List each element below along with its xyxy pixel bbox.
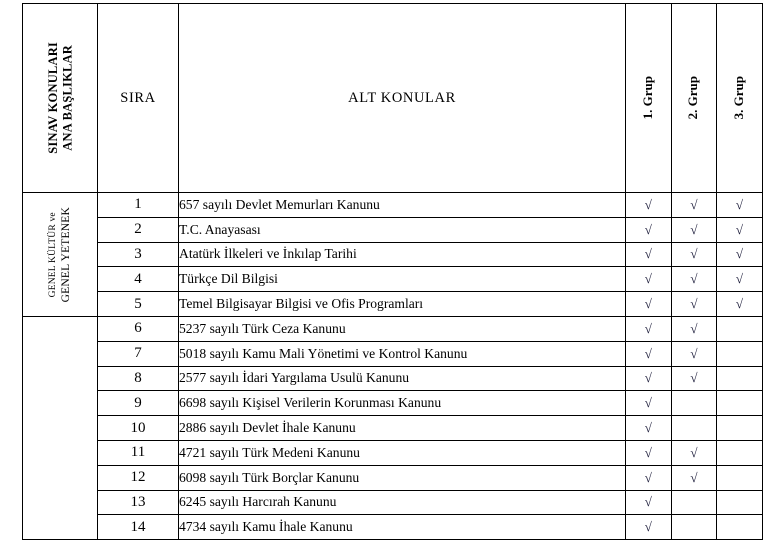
row-konu: 4721 sayılı Türk Medeni Kanunu: [179, 440, 626, 465]
row-group1-check: [626, 440, 672, 465]
row-group1-check: [626, 366, 672, 391]
header-group-3: [717, 4, 763, 193]
check-icon: √: [644, 296, 652, 312]
row-group3-check: [717, 416, 763, 441]
row-group1-check: [626, 193, 672, 218]
row-konu: 2886 sayılı Devlet İhale Kanunu: [179, 416, 626, 441]
row-group2-check: [671, 292, 717, 317]
header-main-heading-line1: SINAV KONULARI: [45, 42, 60, 154]
table-row: [23, 341, 763, 366]
row-group2-check: [671, 366, 717, 391]
check-icon: √: [644, 271, 652, 287]
row-group2-check: [671, 440, 717, 465]
check-icon: √: [690, 444, 698, 460]
row-group2-check: [671, 193, 717, 218]
row-konu: 6245 sayılı Harcırah Kanunu: [179, 490, 626, 515]
row-group3-check: [717, 193, 763, 218]
row-konu: 657 sayılı Devlet Memurları Kanunu: [179, 193, 626, 218]
row-group3-check: [717, 341, 763, 366]
check-icon: √: [644, 246, 652, 262]
header-main-heading-rotated: [23, 4, 97, 192]
table-row: [23, 490, 763, 515]
table-header-row: [23, 4, 763, 193]
table-row: [23, 242, 763, 267]
row-konu: 2577 sayılı İdari Yargılama Usulü Kanunu: [179, 366, 626, 391]
row-konu: Atatürk İlkeleri ve İnkılap Tarihi: [179, 242, 626, 267]
row-group3-check: [717, 316, 763, 341]
row-sira: 2: [98, 217, 179, 242]
check-icon: √: [644, 420, 652, 436]
check-icon: √: [690, 320, 698, 336]
check-icon: √: [735, 271, 744, 287]
table-row: [23, 217, 763, 242]
header-alt-konular: ALT KONULAR: [179, 4, 626, 193]
header-group-1-text: 1. Grup: [639, 76, 655, 120]
check-icon: √: [690, 370, 698, 386]
row-group3-check: [717, 490, 763, 515]
row-group1-check: [626, 217, 672, 242]
row-konu: 6098 sayılı Türk Borçlar Kanunu: [179, 465, 626, 490]
check-icon: √: [644, 395, 652, 411]
check-icon: √: [690, 196, 698, 212]
row-konu: 6698 sayılı Kişisel Verilerin Korunması Kanunu: [179, 391, 626, 416]
header-group-3-rotated: [717, 4, 762, 192]
row-group2-check: [671, 391, 717, 416]
section-label-genel-kultur: [23, 193, 98, 317]
table-row: [23, 292, 763, 317]
section-label-blank: [23, 316, 98, 539]
row-sira: 1: [98, 193, 179, 218]
row-group1-check: [626, 242, 672, 267]
table-row: [23, 366, 763, 391]
header-group-1-rotated: [626, 4, 671, 192]
row-group2-check: [671, 465, 717, 490]
check-icon: √: [644, 320, 652, 336]
row-group3-check: [717, 440, 763, 465]
row-group1-check: [626, 267, 672, 292]
row-group3-check: [717, 391, 763, 416]
check-icon: √: [644, 519, 652, 535]
row-sira: 4: [98, 267, 179, 292]
header-main-heading-line2: ANA BAŞLIKLAR: [60, 45, 74, 151]
header-group-2-rotated: [672, 4, 717, 192]
row-group1-check: [626, 465, 672, 490]
row-sira: 7: [98, 341, 179, 366]
check-icon: √: [690, 469, 698, 485]
table-row: [23, 193, 763, 218]
row-sira: 9: [98, 391, 179, 416]
row-konu: 5237 sayılı Türk Ceza Kanunu: [179, 316, 626, 341]
row-group3-check: [717, 217, 763, 242]
row-konu: Türkçe Dil Bilgisi: [179, 267, 626, 292]
check-icon: √: [735, 246, 744, 262]
check-icon: √: [690, 221, 698, 237]
table-row: [23, 440, 763, 465]
row-group2-check: [671, 416, 717, 441]
check-icon: √: [644, 345, 652, 361]
row-group3-check: [717, 267, 763, 292]
row-group3-check: [717, 465, 763, 490]
check-icon: √: [644, 221, 652, 237]
row-sira: 13: [98, 490, 179, 515]
table-row: [23, 316, 763, 341]
header-main-heading: [23, 4, 98, 193]
section-label-text: [47, 207, 73, 302]
row-sira: 5: [98, 292, 179, 317]
section-label-rotated: [23, 193, 97, 316]
table-row: [23, 465, 763, 490]
row-sira: 6: [98, 316, 179, 341]
check-icon: √: [690, 345, 698, 361]
header-sira: SIRA: [98, 4, 179, 193]
check-icon: √: [690, 296, 698, 312]
header-group-1: [626, 4, 672, 193]
header-group-2: [671, 4, 717, 193]
row-group3-check: [717, 366, 763, 391]
row-group3-check: [717, 515, 763, 540]
row-konu: 5018 sayılı Kamu Mali Yönetimi ve Kontrol Kanunu: [179, 341, 626, 366]
check-icon: √: [735, 296, 744, 312]
row-konu: 4734 sayılı Kamu İhale Kanunu: [179, 515, 626, 540]
section-label-line2: GENEL YETENEK: [60, 206, 72, 303]
row-group1-check: [626, 316, 672, 341]
row-group2-check: [671, 217, 717, 242]
row-sira: 3: [98, 242, 179, 267]
row-group1-check: [626, 292, 672, 317]
check-icon: √: [735, 221, 744, 237]
row-konu: Temel Bilgisayar Bilgisi ve Ofis Programları: [179, 292, 626, 317]
row-sira: 11: [98, 440, 179, 465]
row-group2-check: [671, 316, 717, 341]
table-row: [23, 391, 763, 416]
row-sira: 12: [98, 465, 179, 490]
table-row: [23, 267, 763, 292]
row-sira: 10: [98, 416, 179, 441]
row-group1-check: [626, 341, 672, 366]
header-main-heading-text: [46, 42, 75, 154]
exam-subjects-table: [22, 3, 763, 540]
row-group3-check: [717, 242, 763, 267]
table-row: [23, 515, 763, 540]
check-icon: √: [644, 444, 652, 460]
check-icon: √: [644, 196, 652, 212]
check-icon: √: [644, 370, 652, 386]
table-row: [23, 416, 763, 441]
row-group2-check: [671, 242, 717, 267]
section-label-line1: GENEL KÜLTÜR ve: [47, 211, 58, 298]
row-sira: 14: [98, 515, 179, 540]
check-icon: √: [690, 271, 698, 287]
row-group1-check: [626, 490, 672, 515]
row-group2-check: [671, 267, 717, 292]
check-icon: √: [644, 494, 652, 510]
row-group2-check: [671, 515, 717, 540]
row-group3-check: [717, 292, 763, 317]
row-sira: 8: [98, 366, 179, 391]
row-group1-check: [626, 515, 672, 540]
header-group-3-text: 3. Grup: [731, 76, 747, 120]
header-group-2-text: 2. Grup: [685, 76, 701, 120]
table-body: [23, 193, 763, 540]
check-icon: √: [735, 196, 744, 212]
row-group2-check: [671, 490, 717, 515]
row-konu: T.C. Anayasası: [179, 217, 626, 242]
row-group1-check: [626, 391, 672, 416]
row-group1-check: [626, 416, 672, 441]
row-group2-check: [671, 341, 717, 366]
check-icon: √: [644, 469, 652, 485]
check-icon: √: [690, 246, 698, 262]
